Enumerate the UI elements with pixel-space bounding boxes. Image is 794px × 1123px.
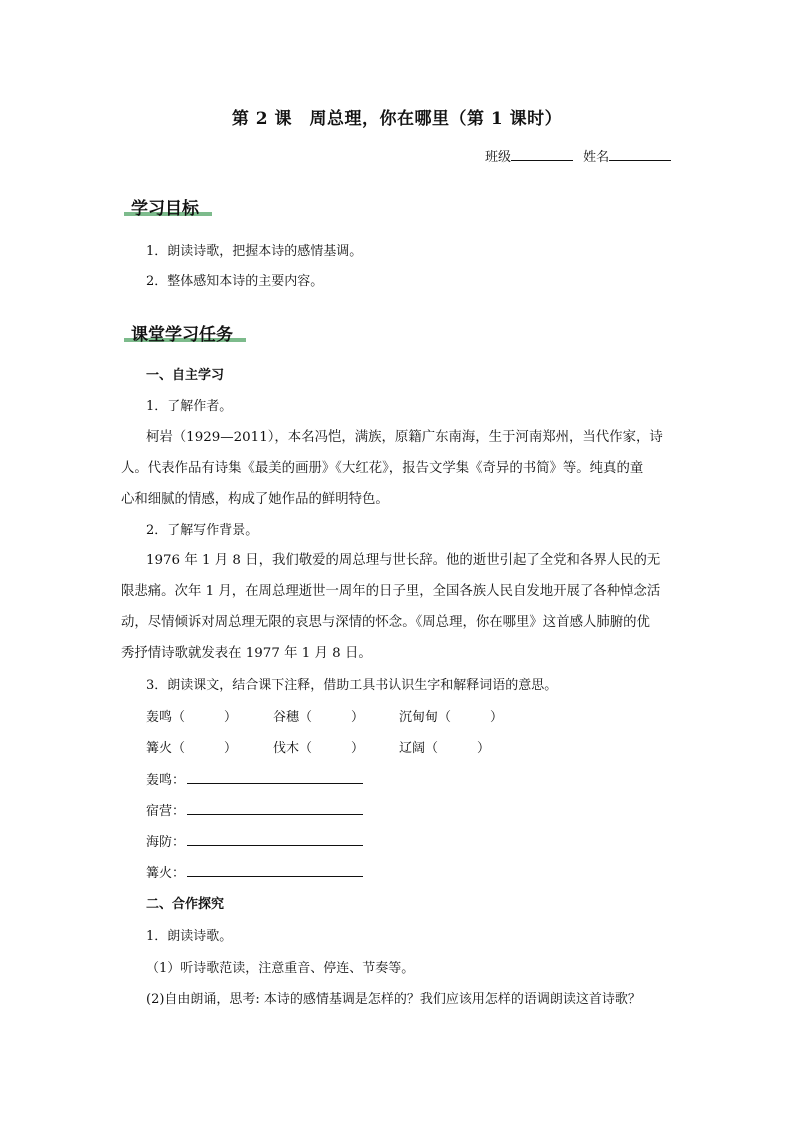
define-term: 宿营： — [146, 804, 186, 819]
define-row-1 — [146, 769, 363, 788]
read-title: 1．朗读诗歌。 — [146, 929, 233, 944]
goal-item-1: 1．朗读诗歌，把握本诗的感情基调。 — [146, 244, 363, 259]
author-line-3: 心和细腻的情感，构成了她作品的鲜明特色。 — [121, 492, 389, 507]
background-line-1: 1976 年 1 月 8 日，我们敬爱的周总理与世长辞。他的逝世引起了全党和各界人民的无 — [146, 553, 661, 568]
pinyin-word-5[interactable]: 伐木（ ） — [273, 741, 365, 756]
read-sub-2: (2)自由朗诵，思考: 本诗的感情基调是怎样的？我们应该用怎样的语调朗读这首诗歌？ — [146, 992, 641, 1007]
part1-title: 一、自主学习 — [146, 368, 225, 383]
goals-heading: 学习目标 — [131, 199, 199, 219]
item3-title: 3．朗读课文，结合课下注释，借助工具书认识生字和解释词语的意思。 — [146, 678, 558, 693]
background-line-2: 限悲痛。次年 1 月，在周总理逝世一周年的日子里，全国各族人民自发地开展了各种悼念活 — [121, 584, 661, 599]
class-blank[interactable] — [511, 148, 573, 161]
pinyin-word-1[interactable]: 轰鸣（ ） — [146, 710, 238, 725]
item2-title: 2．了解写作背景。 — [146, 523, 259, 538]
define-row-4 — [146, 862, 363, 881]
tasks-heading: 课堂学习任务 — [131, 325, 233, 345]
define-blank[interactable] — [187, 864, 363, 877]
background-line-3: 动，尽情倾诉对周总理无限的哀思与深情的怀念。《周总理，你在哪里》这首感人肺腑的优 — [121, 615, 650, 630]
class-name-row — [485, 146, 671, 165]
item1-title: 1．了解作者。 — [146, 399, 233, 414]
define-blank[interactable] — [187, 833, 363, 846]
define-row-2 — [146, 800, 363, 819]
pinyin-word-6[interactable]: 辽阔（ ） — [399, 741, 491, 756]
pinyin-word-2[interactable]: 谷穗（ ） — [273, 710, 365, 725]
define-row-3 — [146, 831, 363, 850]
define-term: 篝火： — [146, 866, 186, 881]
author-line-2: 人。代表作品有诗集《最美的画册》《大红花》，报告文学集《奇异的书简》等。纯真的童 — [121, 461, 644, 476]
read-sub-1: （1）听诗歌范读，注意重音、停连、节奏等。 — [146, 961, 415, 976]
name-label: 姓名 — [583, 150, 610, 165]
define-blank[interactable] — [187, 771, 363, 784]
pinyin-word-3[interactable]: 沉甸甸（ ） — [399, 710, 504, 725]
goal-item-2: 2．整体感知本诗的主要内容。 — [146, 274, 324, 289]
define-blank[interactable] — [187, 802, 363, 815]
page-title: 第 2 课 周总理，你在哪里（第 1 课时） — [231, 109, 563, 129]
part2-title: 二、合作探究 — [146, 897, 225, 912]
class-label: 班级 — [485, 150, 512, 165]
pinyin-word-4[interactable]: 篝火（ ） — [146, 741, 238, 756]
define-term: 海防： — [146, 835, 186, 850]
background-line-4: 秀抒情诗歌就发表在 1977 年 1 月 8 日。 — [121, 646, 372, 661]
author-line-1: 柯岩（1929—2011），本名冯恺，满族，原籍广东南海，生于河南郑州，当代作家，诗 — [146, 430, 663, 445]
define-term: 轰鸣： — [146, 773, 186, 788]
name-blank[interactable] — [609, 148, 671, 161]
